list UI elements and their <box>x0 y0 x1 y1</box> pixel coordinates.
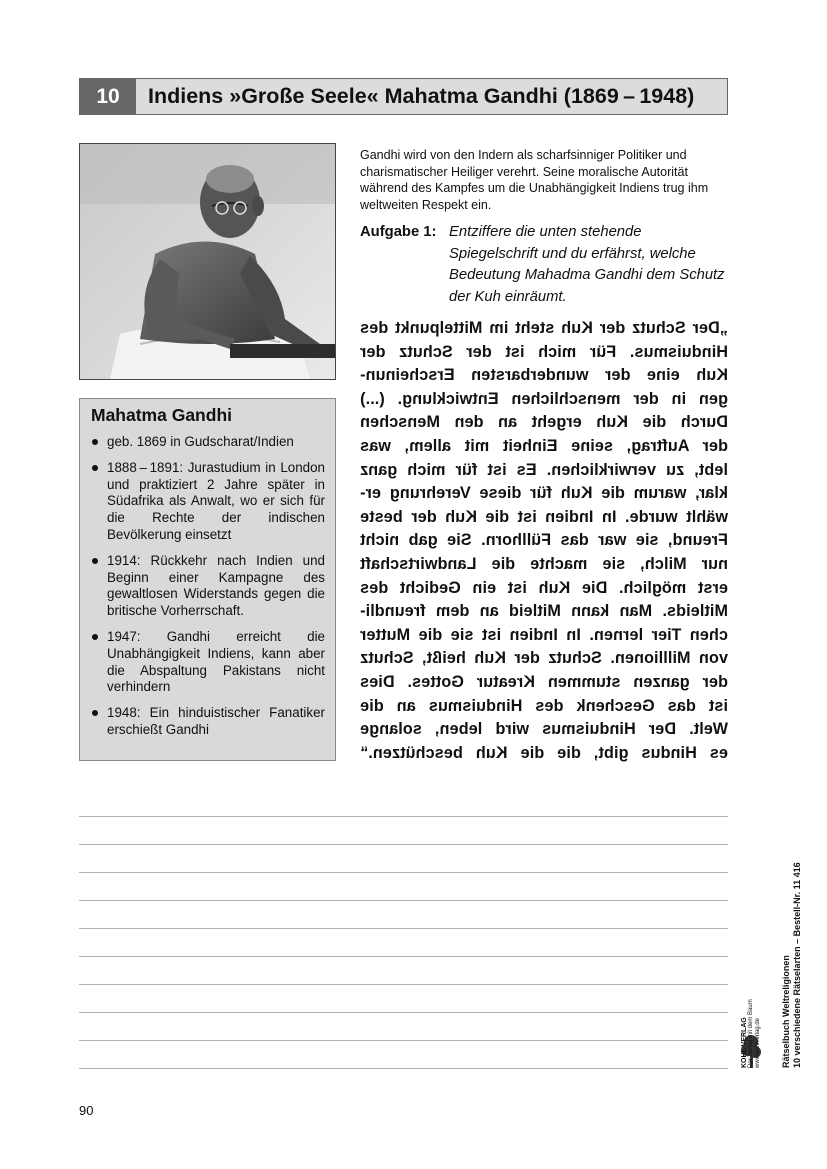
mirror-line: der Auftrag, seine Einheit mit allem, was <box>360 436 728 455</box>
book-subtitle: 10 verschiedene Rätselarten – Bestell-Nr. 11 416 <box>791 862 802 1068</box>
answer-line[interactable] <box>79 816 728 817</box>
mirror-line: es Hindus gibt, die die Kuh beschützen.“ <box>360 743 728 762</box>
answer-line[interactable] <box>79 900 728 901</box>
mirror-line: lebt, zu verwirklichen. Es ist für mich ganz <box>360 460 728 479</box>
mirror-line: Kuh eine der wunderbarsten Erscheinun- <box>360 366 728 385</box>
mirror-line: nur Milch, sie machte die Landwirtschaft <box>360 554 728 573</box>
book-info-vertical <box>781 768 802 1068</box>
biography-list <box>90 434 325 739</box>
mirror-line: Mitleids. Man kann Mitleid an dem freundli- <box>360 602 728 621</box>
mirror-line: „Der Schutz der Kuh steht im Mittelpunkt des <box>360 319 728 337</box>
mirror-line: wählt wurde. In Indien ist die Kuh der beste <box>360 507 728 526</box>
mirror-line: klar, warum die Kuh für diese Verehrung er- <box>360 484 728 503</box>
task-text: Entziffere die unten stehende Spiegelschrift und du erfährst, welche Bedeutung Mahadma Gandhi dem Schutz der Kuh einräumt. <box>449 224 725 305</box>
biography-item: 1914: Rückkehr nach Indien und Beginn einer Kampagne des gewaltlosen Widerstands gegen die britische Vorherrschaft. <box>90 553 325 620</box>
answer-line[interactable] <box>79 872 728 873</box>
mirror-line: Hinduismus. Für mich ist der Schutz der <box>360 342 728 361</box>
chapter-header <box>79 78 728 115</box>
book-title: Rätselbuch Weltreligionen <box>781 955 791 1068</box>
biography-item: 1948: Ein hinduistischer Fanatiker erschießt Gandhi <box>90 705 325 739</box>
publisher-info-vertical <box>741 998 762 1068</box>
gandhi-portrait-image <box>80 144 335 379</box>
mirror-line: Freund, sie war das Füllhorn. Sie gab nicht <box>360 531 728 550</box>
biography-item: 1947: Gandhi erreicht die Unabhängigkeit Indiens, kann aber die Abspaltung Pakistans nicht verhindern <box>90 629 325 696</box>
mirror-line: chen Tier lernen. In Indien ist sie die Mutter <box>360 625 728 644</box>
publisher-slogan: Der Verlag mit dem Baum <box>748 999 754 1068</box>
answer-line[interactable] <box>79 1040 728 1041</box>
biography-item: 1888 – 1891: Jurastudium in London und praktiziert 2 Jahre später in Südafrika als Anwalt, wo er sich für die Rechte der indischen Bevölkerung einsetzt <box>90 460 325 544</box>
mirror-line: Welt. Der Hinduismus wird leben, solange <box>360 720 728 739</box>
answer-line[interactable] <box>79 928 728 929</box>
mirror-line: von Milllionen. Schutz der Kuh heißt, Schutz <box>360 649 728 668</box>
mirror-line: ist das Geschenk des Hinduismus an die <box>360 696 728 715</box>
mirror-line: gen in der menschlichen Entwicklung. (...) <box>360 389 728 408</box>
mirror-line: Durch die Kuh ergeht an den Menschen <box>360 413 728 432</box>
answer-line[interactable] <box>79 956 728 957</box>
mirror-line: der ganzen stummen Kreatur Gottes. Dies <box>360 672 728 691</box>
gandhi-photo <box>79 143 336 380</box>
publisher-name: KOHL VERLAG <box>741 1017 748 1068</box>
answer-line[interactable] <box>79 844 728 845</box>
chapter-number: 10 <box>80 79 136 114</box>
mirror-text <box>360 317 728 765</box>
task-label: Aufgabe 1: <box>360 224 437 240</box>
intro-paragraph: Gandhi wird von den Indern als scharfsinniger Politiker und charismatischer Heiliger verehrt. Seine moralische Autorität während des Kampfes um die Unabhängigkeit Indiens trug ihm weltweiten Respekt ein. <box>360 148 709 212</box>
answer-line[interactable] <box>79 1068 728 1069</box>
answer-line[interactable] <box>79 1012 728 1013</box>
biography-title: Mahatma Gandhi <box>91 405 232 425</box>
mirror-line: erst möglich. Die Kuh ist ein Gedicht des <box>360 578 728 597</box>
publisher-url[interactable]: www.kohlverlag.de <box>755 1017 761 1068</box>
biography-box <box>79 398 336 761</box>
page-number: 90 <box>79 1103 94 1118</box>
biography-item: geb. 1869 in Gudscharat/Indien <box>90 434 325 451</box>
answer-line[interactable] <box>79 984 728 985</box>
chapter-title: Indiens »Große Seele« Mahatma Gandhi (1869 – 1948) <box>148 84 695 108</box>
